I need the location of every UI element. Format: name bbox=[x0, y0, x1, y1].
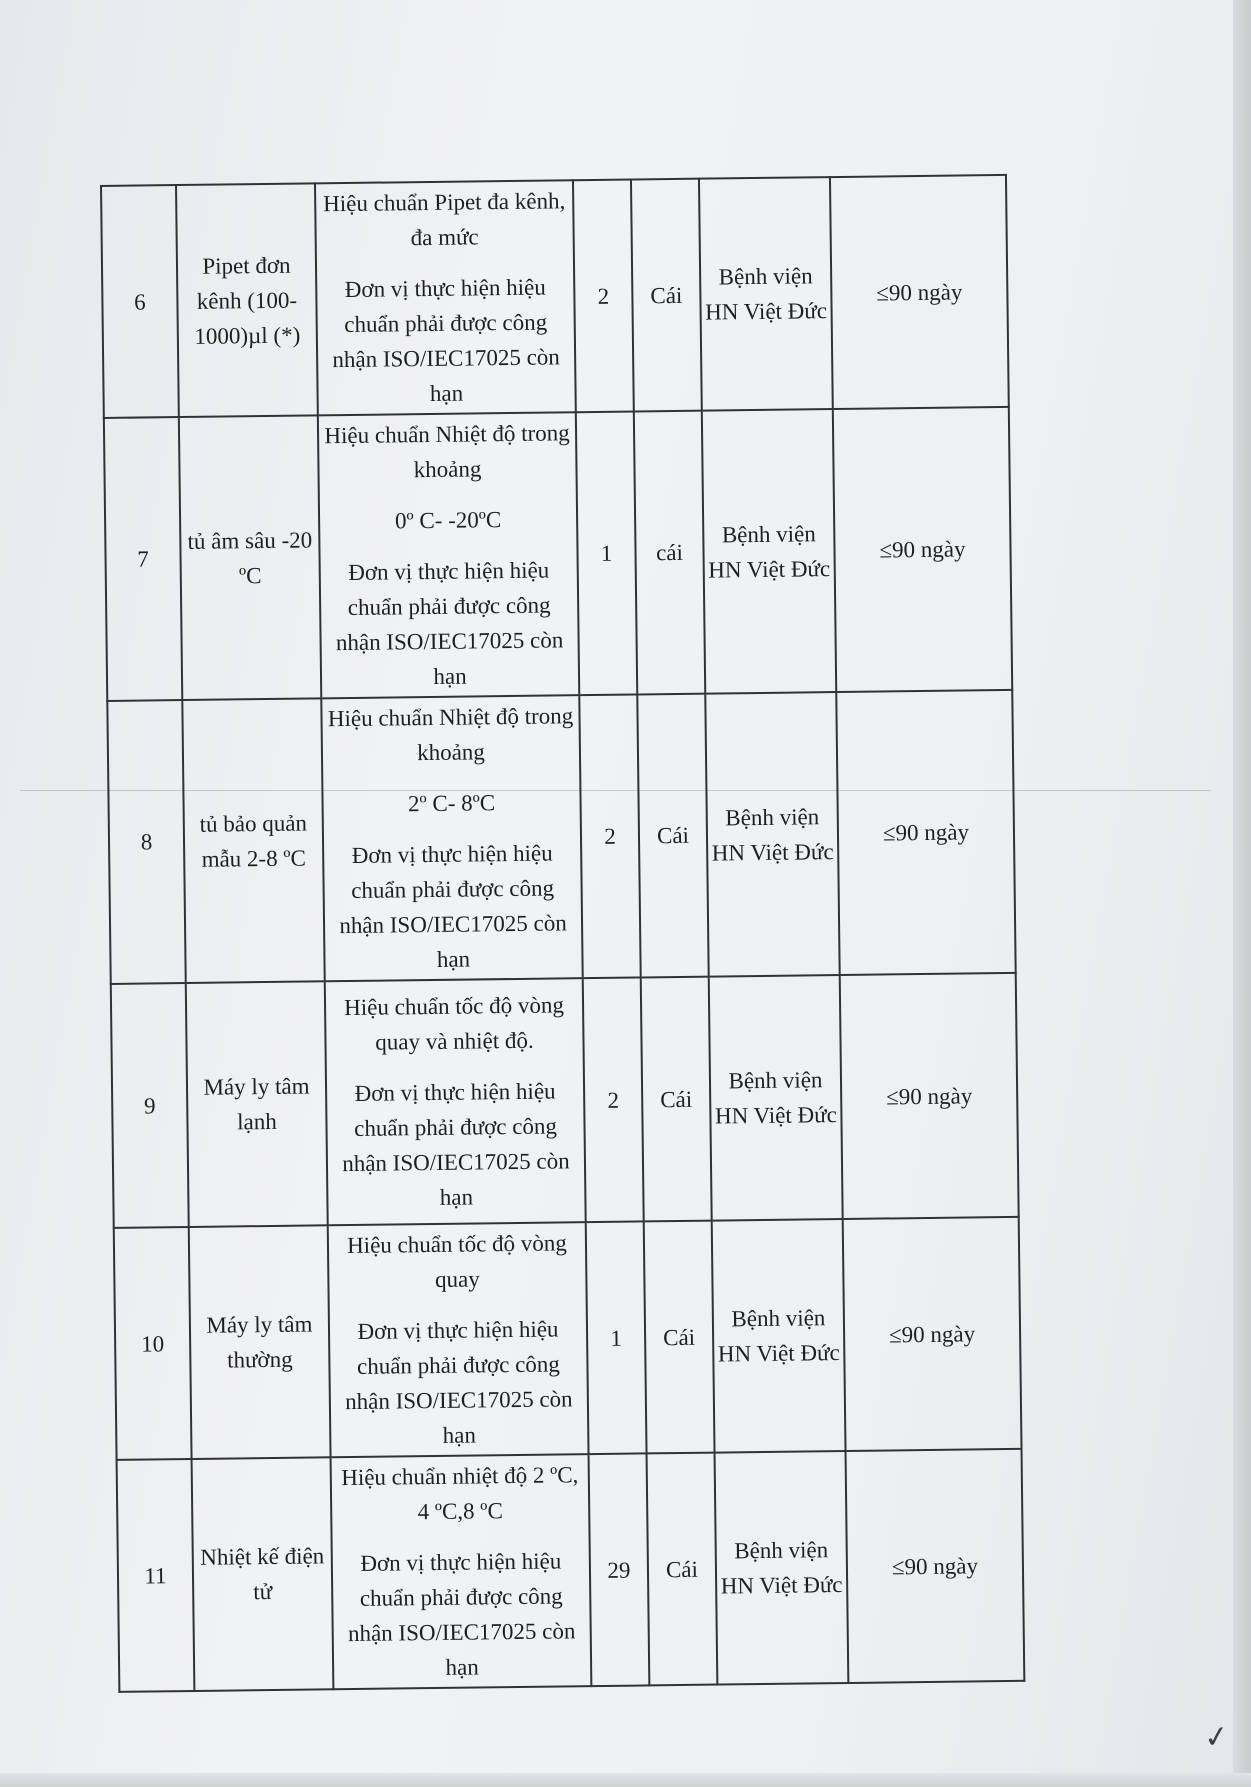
cell-quantity: 29 bbox=[589, 1453, 650, 1686]
cell-location: Bệnh viện HN Việt Đức bbox=[715, 1451, 849, 1685]
cell-quantity: 1 bbox=[576, 411, 637, 695]
cell-unit: cái bbox=[634, 411, 705, 695]
service-line: Đơn vị thực hiện hiệu chuẩn phải được công nhận ISO/IEC17025 còn hạn bbox=[332, 274, 560, 406]
cell-equipment-name: tủ âm sâu -20 ºC bbox=[179, 415, 321, 700]
cell-quantity: 2 bbox=[573, 180, 634, 413]
cell-time: ≤90 ngày bbox=[846, 1449, 1025, 1683]
cell-stt: 6 bbox=[101, 185, 179, 418]
service-line: Hiệu chuẩn Nhiệt độ trong khoảng bbox=[324, 420, 570, 483]
cell-unit: Cái bbox=[637, 694, 708, 978]
cell-equipment-name: Máy ly tâm lạnh bbox=[186, 981, 328, 1227]
cell-service bbox=[328, 1222, 589, 1457]
cell-stt: 7 bbox=[104, 417, 182, 701]
cell-time: ≤90 ngày bbox=[840, 973, 1019, 1219]
cell-service bbox=[331, 1454, 592, 1689]
cell-location: Bệnh viện HN Việt Đức bbox=[699, 177, 833, 411]
cell-location: Bệnh viện HN Việt Đức bbox=[705, 692, 839, 977]
service-line: Đơn vị thực hiện hiệu chuẩn phải được công nhận ISO/IEC17025 còn hạn bbox=[347, 1548, 576, 1680]
cell-time: ≤90 ngày bbox=[836, 690, 1015, 975]
cell-equipment-name: tủ bảo quản mẫu 2-8 ºC bbox=[182, 698, 324, 983]
cell-stt: 8 bbox=[107, 700, 185, 984]
table-row bbox=[107, 690, 1015, 984]
cell-service bbox=[321, 695, 582, 981]
service-line: Hiệu chuẩn tốc độ vòng quay và nhiệt độ. bbox=[344, 992, 565, 1055]
page-edge-shadow-bottom bbox=[0, 1773, 1251, 1787]
cell-location: Bệnh viện HN Việt Đức bbox=[712, 1219, 846, 1453]
cell-equipment-name: Nhiệt kế điện tử bbox=[192, 1457, 334, 1691]
cell-time: ≤90 ngày bbox=[830, 175, 1009, 409]
cell-location: Bệnh viện HN Việt Đức bbox=[709, 975, 843, 1221]
calibration-table bbox=[100, 174, 1025, 1693]
cell-time: ≤90 ngày bbox=[833, 407, 1012, 692]
service-line: Đơn vị thực hiện hiệu chuẩn phải được công nhận ISO/IEC17025 còn hạn bbox=[335, 557, 564, 689]
cell-time: ≤90 ngày bbox=[843, 1217, 1022, 1451]
service-line: Đơn vị thực hiện hiệu chuẩn phải được công nhận ISO/IEC17025 còn hạn bbox=[342, 1078, 570, 1210]
cell-unit: Cái bbox=[644, 1221, 715, 1454]
cell-quantity: 2 bbox=[579, 694, 640, 978]
cell-stt: 9 bbox=[111, 983, 189, 1228]
service-line: Hiệu chuẩn Pipet đa kênh, đa mức bbox=[323, 188, 566, 251]
table-row bbox=[114, 1217, 1022, 1460]
cell-service bbox=[318, 412, 579, 698]
cell-service bbox=[315, 180, 576, 415]
service-line: Đơn vị thực hiện hiệu chuẩn phải được công nhận ISO/IEC17025 còn hạn bbox=[345, 1316, 573, 1448]
cell-equipment-name: Máy ly tâm thường bbox=[189, 1225, 331, 1459]
cell-equipment-name: Pipet đơn kênh (100-1000)µl (*) bbox=[176, 183, 318, 417]
service-line: Hiệu chuẩn Nhiệt độ trong khoảng bbox=[327, 703, 574, 766]
cell-quantity: 1 bbox=[586, 1221, 647, 1454]
service-line: 2º C- 8ºC bbox=[407, 790, 496, 817]
cell-unit: Cái bbox=[641, 977, 712, 1222]
table-row bbox=[117, 1449, 1025, 1692]
cell-stt: 10 bbox=[114, 1227, 192, 1460]
service-line: Đơn vị thực hiện hiệu chuẩn phải được công nhận ISO/IEC17025 còn hạn bbox=[339, 840, 567, 972]
cell-quantity: 2 bbox=[583, 977, 644, 1222]
service-line: Hiệu chuẩn tốc độ vòng quay bbox=[346, 1230, 567, 1292]
service-line: 0º C- -20ºC bbox=[394, 507, 502, 534]
service-line: Hiệu chuẩn nhiệt độ 2 ºC, 4 ºC,8 ºC bbox=[341, 1462, 579, 1525]
table-row bbox=[111, 973, 1019, 1228]
table-row bbox=[104, 407, 1012, 701]
table-row bbox=[101, 175, 1009, 418]
handwritten-mark-icon: ✓ bbox=[1201, 1719, 1232, 1756]
page-edge-shadow bbox=[1233, 0, 1251, 1787]
cell-unit: Cái bbox=[631, 179, 702, 412]
cell-location: Bệnh viện HN Việt Đức bbox=[702, 409, 836, 694]
cell-stt: 11 bbox=[117, 1459, 195, 1692]
cell-unit: Cái bbox=[647, 1453, 718, 1686]
cell-service bbox=[325, 978, 586, 1225]
